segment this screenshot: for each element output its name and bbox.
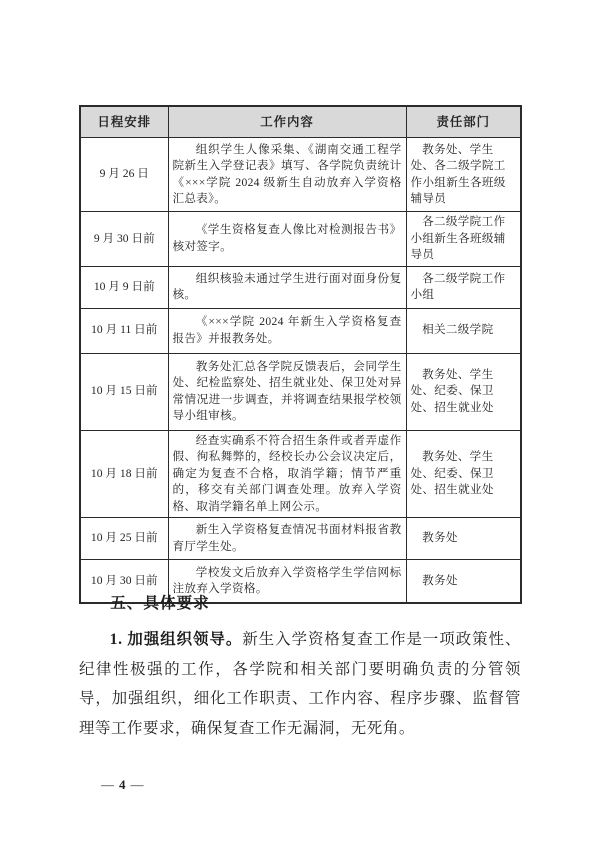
cell-content: 组织学生人像采集、《湖南交通工程学院新生入学登记表》填写、各学院负责统计《×××学院 2024 级新生自动放弃入学资格汇总表》。 xyxy=(168,138,406,212)
cell-dept: 教务处、学生处、纪委、保卫处、招生就业处 xyxy=(406,353,521,430)
cell-date: 9 月 30 日前 xyxy=(80,212,168,267)
cell-date: 10 月 15 日前 xyxy=(80,353,168,430)
cell-date: 10 月 11 日前 xyxy=(80,308,168,353)
table-row xyxy=(80,138,521,212)
table-row xyxy=(80,212,521,267)
table-row xyxy=(80,353,521,430)
table-row xyxy=(80,266,521,308)
cell-dept: 各二级学院工作小组新生各班级辅导员 xyxy=(406,212,521,267)
body-paragraph xyxy=(79,625,521,743)
cell-content: 《×××学院 2024 年新生入学资格复查报告》并报教务处。 xyxy=(168,308,406,353)
cell-date: 10 月 18 日前 xyxy=(80,430,168,518)
cell-content: 学校发文后放弃入学资格学生学信网标注放弃入学资格。 xyxy=(168,560,406,604)
section-heading: 五、具体要求 xyxy=(110,595,210,612)
cell-content: 组织核验未通过学生进行面对面身份复核。 xyxy=(168,266,406,308)
cell-dept: 相关二级学院 xyxy=(406,308,521,353)
page-number xyxy=(101,777,146,793)
cell-dept: 教务处 xyxy=(406,518,521,560)
header-responsible-dept: 责任部门 xyxy=(406,106,521,138)
cell-dept: 教务处、学生处、各二级学院工作小组新生各班级辅导员 xyxy=(406,138,521,212)
page-number-dash-left: — xyxy=(101,777,116,792)
cell-date: 9 月 26 日 xyxy=(80,138,168,212)
cell-content: 教务处汇总各学院反馈表后，会同学生处、纪检监察处、招生就业处、保卫处对异常情况进一步调查，并将调查结果报学校领导小组审核。 xyxy=(168,353,406,430)
schedule-table-container xyxy=(79,105,520,604)
header-work-content: 工作内容 xyxy=(168,106,406,138)
cell-dept: 教务处 xyxy=(406,560,521,604)
cell-date: 10 月 30 日前 xyxy=(80,560,168,604)
cell-content: 经查实确系不符合招生条件或者弄虚作假、徇私舞弊的，经校长办公会议决定后，确定为复查不合格，取消学籍；情节严重的，移交有关部门调查处理。放弃入学资格、取消学籍名单上网公示。 xyxy=(168,430,406,518)
table-row xyxy=(80,308,521,353)
header-schedule: 日程安排 xyxy=(80,106,168,138)
specific-requirements-section xyxy=(79,591,521,743)
page-number-value: 4 xyxy=(119,777,128,792)
table-row xyxy=(80,430,521,518)
cell-content: 新生入学资格复查情况书面材料报省教育厅学生处。 xyxy=(168,518,406,560)
page-number-dash-right: — xyxy=(130,777,146,792)
cell-date: 10 月 25 日前 xyxy=(80,518,168,560)
paragraph-lead: 1. 加强组织领导。 xyxy=(109,631,243,648)
cell-dept: 教务处、学生处、纪委、保卫处、招生就业处 xyxy=(406,430,521,518)
cell-date: 10 月 9 日前 xyxy=(80,266,168,308)
table-row xyxy=(80,518,521,560)
table-header-row xyxy=(80,106,521,138)
cell-content: 《学生资格复查人像比对检测报告书》核对签字。 xyxy=(168,212,406,267)
schedule-table xyxy=(79,105,522,604)
paragraph-text: 新生入学资格复查工作是一项政策性、纪律性极强的工作，各学院和相关部门要明确负责的分管领导，加强组织，细化工作职责、工作内容、程序步骤、监督管理等工作要求，确保复查工作无漏洞，无死角。 xyxy=(79,631,521,737)
cell-dept: 各二级学院工作小组 xyxy=(406,266,521,308)
